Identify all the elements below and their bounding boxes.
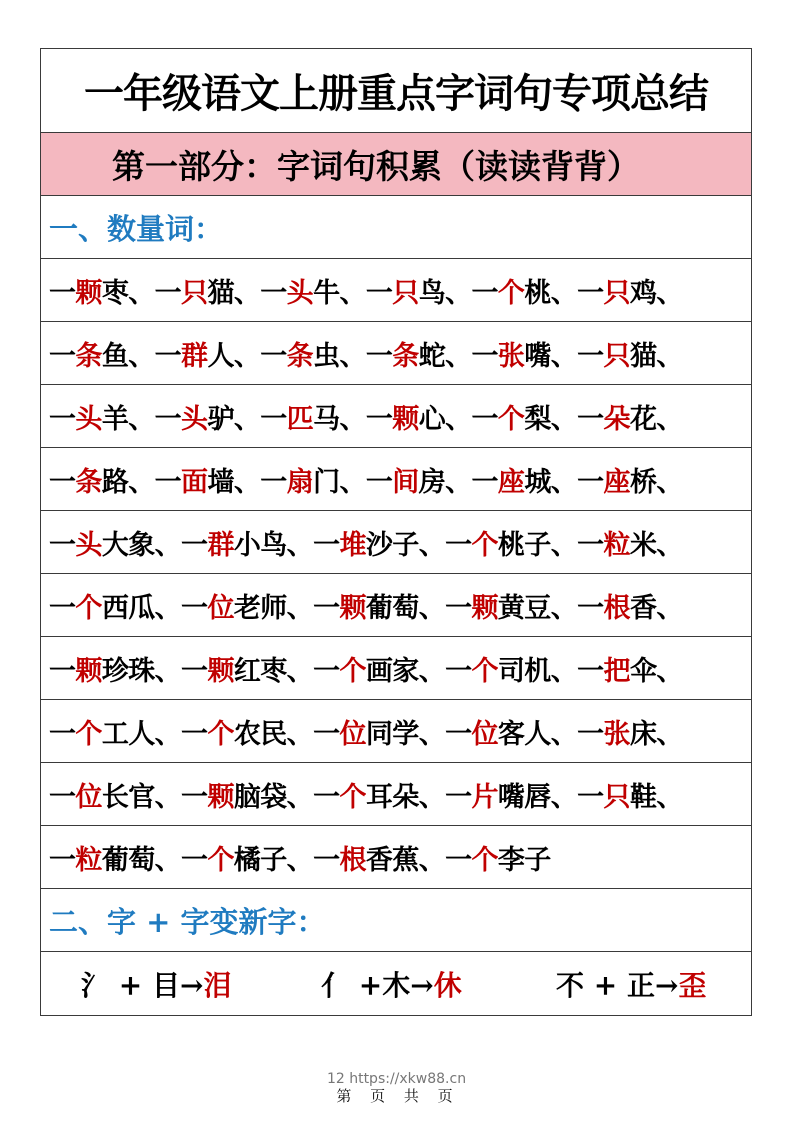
measure-word-list: 一条路、一面墙、一扇门、一间房、一座城、一座桥、 [49,466,683,498]
measure-word-row [41,259,751,322]
measure-word-row [41,574,751,637]
part-heading: 第一部分：字词句积累（读读背背） [112,146,640,186]
measure-word: 头 [286,277,314,309]
measure-word: 位 [75,781,102,813]
measure-word: 条 [75,340,102,372]
section-heading-char-combos: 二、字 + 字变新字： [49,904,326,939]
summary-table [40,48,752,1016]
measure-word-list: 一头大象、一群小鸟、一堆沙子、一个桃子、一粒米、 [49,529,683,561]
measure-word-row [41,448,751,511]
measure-word: 头 [75,529,102,561]
measure-word: 个 [207,718,234,750]
measure-word: 个 [471,529,498,561]
measure-word-list: 一颗枣、一只猫、一头牛、一只鸟、一个桃、一只鸡、 [49,277,683,309]
combo-result: 歪 [678,968,707,1002]
measure-word: 堆 [339,529,366,561]
measure-word: 朵 [603,403,630,435]
title-row [41,49,751,133]
measure-word-row [41,826,751,889]
measure-word-list: 一个工人、一个农民、一位同学、一位客人、一张床、 [49,718,683,750]
measure-word: 条 [392,340,419,372]
footer-url: 12 https://xkw88.cn [326,1071,467,1087]
measure-word: 颗 [75,277,102,309]
measure-word: 个 [75,592,102,624]
measure-word: 只 [392,277,419,309]
measure-word-row [41,385,751,448]
measure-word: 只 [603,781,630,813]
measure-word: 扇 [286,466,314,498]
measure-word: 颗 [207,781,234,813]
measure-word: 头 [181,403,208,435]
measure-word-row [41,700,751,763]
measure-word: 条 [75,466,102,498]
measure-word-list: 一位长官、一颗脑袋、一个耳朵、一片嘴唇、一只鞋、 [49,781,683,813]
measure-word: 座 [603,466,630,498]
section2-heading-row [41,889,751,952]
measure-word: 个 [497,403,525,435]
combo-row [41,952,751,1015]
measure-word: 头 [75,403,102,435]
measure-word: 个 [339,655,366,687]
combo-item: 氵 + 目→泪 [81,968,232,1002]
measure-word: 根 [603,592,630,624]
measure-word-row [41,511,751,574]
measure-word: 粒 [75,844,102,876]
measure-word: 位 [339,718,366,750]
measure-word: 位 [471,718,498,750]
measure-word: 座 [497,466,525,498]
part-heading-row [41,133,751,196]
measure-word-row [41,763,751,826]
measure-word: 张 [497,340,525,372]
measure-word: 条 [286,340,314,372]
measure-word-row [41,322,751,385]
measure-word: 颗 [207,655,234,687]
measure-word-list: 一个西瓜、一位老师、一颗葡萄、一颗黄豆、一根香、 [49,592,683,624]
combo-result: 休 [433,968,462,1002]
footer-page-number: 第 页 共 页 [336,1087,457,1105]
measure-word: 只 [181,277,208,309]
measure-word: 匹 [286,403,314,435]
measure-word: 颗 [75,655,102,687]
measure-word-list: 一头羊、一头驴、一匹马、一颗心、一个梨、一朵花、 [49,403,683,435]
measure-word: 把 [603,655,630,687]
combo-item: 不 + 正→歪 [556,968,707,1002]
measure-word: 个 [339,781,366,813]
measure-word-list: 一颗珍珠、一颗红枣、一个画家、一个司机、一把伞、 [49,655,683,687]
combo-item: 亻 +木→休 [321,968,462,1002]
measure-word: 颗 [339,592,366,624]
measure-word: 片 [471,781,498,813]
measure-word: 颗 [471,592,498,624]
section1-heading-row [41,196,751,259]
measure-word: 个 [207,844,234,876]
measure-word: 张 [603,718,630,750]
measure-word: 个 [497,277,525,309]
measure-word: 粒 [603,529,630,561]
page-title: 一年级语文上册重点字词句专项总结 [84,70,708,117]
measure-word: 群 [181,340,208,372]
combo-result: 泪 [203,968,232,1002]
measure-word-list: 一粒葡萄、一个橘子、一根香蕉、一个李子 [49,844,551,876]
section-heading-measure-words: 一、数量词： [49,211,224,246]
measure-word: 间 [392,466,419,498]
measure-word: 位 [207,592,234,624]
measure-word: 只 [603,277,630,309]
measure-word-list: 一条鱼、一群人、一条虫、一条蛇、一张嘴、一只猫、 [49,340,683,372]
measure-word-row [41,637,751,700]
measure-word: 个 [471,844,498,876]
measure-word: 群 [207,529,234,561]
measure-word: 个 [75,718,102,750]
measure-word: 面 [181,466,208,498]
measure-word: 颗 [392,403,419,435]
measure-word: 只 [603,340,630,372]
measure-word: 个 [471,655,498,687]
measure-word: 根 [339,844,366,876]
